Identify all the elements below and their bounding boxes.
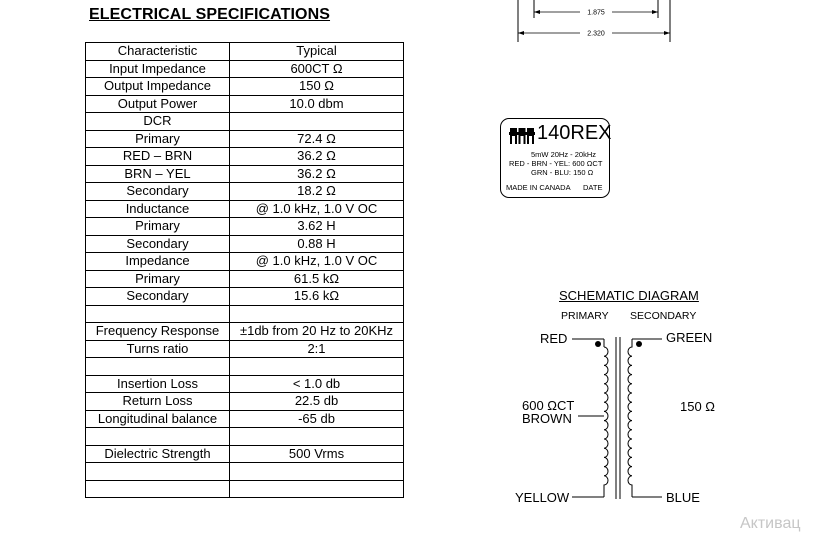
table-row bbox=[86, 375, 404, 393]
secondary-polarity-dot bbox=[636, 341, 642, 347]
cell-typical: 3.62 H bbox=[230, 218, 404, 236]
dim-inner-label: 1.875 bbox=[587, 9, 605, 17]
table-row bbox=[86, 183, 404, 201]
primary-polarity-dot bbox=[595, 341, 601, 347]
cell-characteristic bbox=[86, 305, 230, 323]
cell-characteristic bbox=[86, 428, 230, 446]
blue-lead-label: BLUE bbox=[666, 490, 700, 505]
cell-characteristic: Primary bbox=[86, 218, 230, 236]
dimension-drawing bbox=[515, 0, 675, 45]
cell-characteristic: Primary bbox=[86, 130, 230, 148]
cell-characteristic: Secondary bbox=[86, 235, 230, 253]
table-row bbox=[86, 165, 404, 183]
cell-characteristic: Inductance bbox=[86, 200, 230, 218]
table-row bbox=[86, 113, 404, 131]
table-row bbox=[86, 305, 404, 323]
cell-characteristic: Insertion Loss bbox=[86, 375, 230, 393]
cell-typical: 72.4 Ω bbox=[230, 130, 404, 148]
red-lead-label: RED bbox=[540, 331, 568, 346]
cell-characteristic: DCR bbox=[86, 113, 230, 131]
secondary-label: SECONDARY bbox=[630, 310, 697, 322]
cell-characteristic: BRN – YEL bbox=[86, 165, 230, 183]
cell-characteristic: Turns ratio bbox=[86, 340, 230, 358]
header-characteristic: Characteristic bbox=[86, 43, 230, 61]
cell-typical bbox=[230, 480, 404, 498]
table-row bbox=[86, 340, 404, 358]
page-title: ELECTRICAL SPECIFICATIONS bbox=[89, 6, 331, 23]
cell-typical: 2:1 bbox=[230, 340, 404, 358]
cell-characteristic: Primary bbox=[86, 270, 230, 288]
label-line-2: RED - BRN - YEL: 600 ΩCT bbox=[509, 159, 603, 168]
cell-characteristic: Secondary bbox=[86, 183, 230, 201]
table-row bbox=[86, 270, 404, 288]
cell-typical bbox=[230, 428, 404, 446]
secondary-impedance-label: 150 Ω bbox=[680, 399, 716, 414]
cell-typical: 0.88 H bbox=[230, 235, 404, 253]
cell-typical bbox=[230, 463, 404, 481]
cell-characteristic: Output Power bbox=[86, 95, 230, 113]
cell-typical: 61.5 kΩ bbox=[230, 270, 404, 288]
cell-typical: < 1.0 db bbox=[230, 375, 404, 393]
cell-typical: 22.5 db bbox=[230, 393, 404, 411]
table-row bbox=[86, 78, 404, 96]
product-label bbox=[500, 118, 610, 198]
table-row bbox=[86, 235, 404, 253]
cell-typical: -65 db bbox=[230, 410, 404, 428]
table-row bbox=[86, 288, 404, 306]
table-row bbox=[86, 253, 404, 271]
cell-characteristic: Return Loss bbox=[86, 393, 230, 411]
cell-typical bbox=[230, 113, 404, 131]
cell-characteristic: Longitudinal balance bbox=[86, 410, 230, 428]
header-typical: Typical bbox=[230, 43, 404, 61]
cell-typical: 600CT Ω bbox=[230, 60, 404, 78]
green-lead-label: GREEN bbox=[666, 330, 713, 345]
schematic-title: SCHEMATIC DIAGRAM bbox=[559, 288, 699, 303]
cell-characteristic: Output Impedance bbox=[86, 78, 230, 96]
primary-label: PRIMARY bbox=[561, 310, 609, 322]
table-header-row bbox=[86, 43, 404, 61]
cell-typical: 18.2 Ω bbox=[230, 183, 404, 201]
dim-outer-label: 2.320 bbox=[587, 30, 605, 38]
activation-watermark: Активац bbox=[740, 515, 801, 532]
spec-table bbox=[85, 42, 404, 498]
cell-typical bbox=[230, 305, 404, 323]
cell-characteristic bbox=[86, 358, 230, 376]
table-row bbox=[86, 428, 404, 446]
cell-typical: 10.0 dbm bbox=[230, 95, 404, 113]
cell-typical: 500 Vrms bbox=[230, 445, 404, 463]
table-row bbox=[86, 445, 404, 463]
cell-characteristic: Dielectric Strength bbox=[86, 445, 230, 463]
cell-characteristic: Frequency Response bbox=[86, 323, 230, 341]
cell-typical: 36.2 Ω bbox=[230, 165, 404, 183]
cell-characteristic: Input Impedance bbox=[86, 60, 230, 78]
brown-lead-label: BROWN bbox=[522, 411, 572, 426]
label-line-1: 5mW 20Hz - 20kHz bbox=[531, 150, 597, 159]
yellow-lead-label: YELLOW bbox=[515, 490, 570, 505]
table-row bbox=[86, 410, 404, 428]
table-row bbox=[86, 218, 404, 236]
cell-characteristic bbox=[86, 480, 230, 498]
cell-typical: @ 1.0 kHz, 1.0 V OC bbox=[230, 253, 404, 271]
date-text: DATE bbox=[583, 183, 603, 192]
cell-typical: @ 1.0 kHz, 1.0 V OC bbox=[230, 200, 404, 218]
table-row bbox=[86, 480, 404, 498]
cell-characteristic: Impedance bbox=[86, 253, 230, 271]
table-row bbox=[86, 323, 404, 341]
cell-typical bbox=[230, 358, 404, 376]
table-row bbox=[86, 463, 404, 481]
cell-typical: 150 Ω bbox=[230, 78, 404, 96]
table-row bbox=[86, 393, 404, 411]
model-number: 140REX bbox=[537, 122, 612, 144]
transformer-schematic bbox=[500, 325, 670, 505]
cell-typical: ±1db from 20 Hz to 20KHz bbox=[230, 323, 404, 341]
hammond-logo-icon bbox=[509, 124, 535, 146]
cell-typical: 15.6 kΩ bbox=[230, 288, 404, 306]
table-row bbox=[86, 95, 404, 113]
table-row bbox=[86, 60, 404, 78]
made-in-text: MADE IN CANADA bbox=[506, 183, 571, 192]
cell-typical: 36.2 Ω bbox=[230, 148, 404, 166]
table-row bbox=[86, 200, 404, 218]
table-row bbox=[86, 130, 404, 148]
cell-characteristic: Secondary bbox=[86, 288, 230, 306]
table-row bbox=[86, 148, 404, 166]
cell-characteristic: RED – BRN bbox=[86, 148, 230, 166]
primary-impedance-label: 600 ΩCT bbox=[522, 398, 575, 413]
cell-characteristic bbox=[86, 463, 230, 481]
table-row bbox=[86, 358, 404, 376]
label-line-3: GRN - BLU: 150 Ω bbox=[531, 168, 594, 177]
